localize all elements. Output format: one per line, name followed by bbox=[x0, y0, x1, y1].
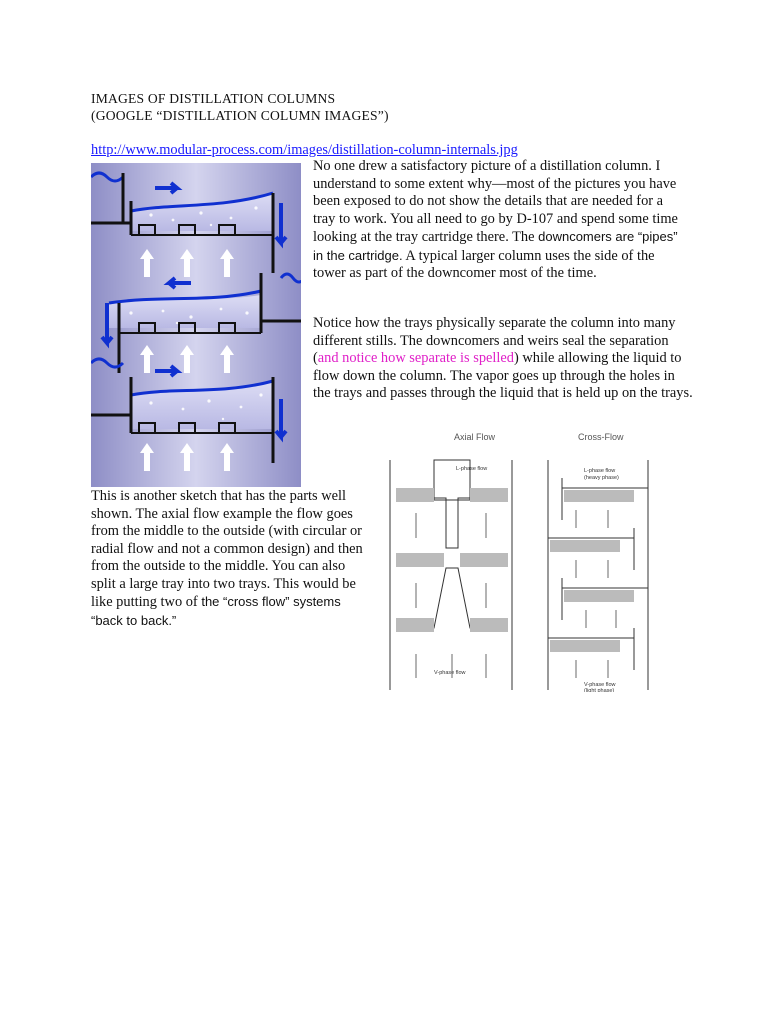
cross-flow-title: Cross-Flow bbox=[578, 432, 624, 442]
cross-top-label-1: L-phase flow bbox=[584, 468, 616, 474]
paragraph-2-text-c: ) while allowing the liquid to flow down the column. The vapor goes up through the holes in the trays and passes through the liquid that is held up on the trays. bbox=[313, 350, 693, 401]
paragraph-tray-cartridge bbox=[313, 158, 683, 283]
paragraph-2-highlight: and notice how separate is spelled bbox=[317, 350, 515, 366]
paragraph-axial-flow bbox=[91, 488, 366, 630]
paragraph-1-text-c: A typical larger column uses the side of the tower as part of the downcomer most of the time. bbox=[313, 247, 655, 281]
source-link[interactable]: http://www.modular-process.com/images/distillation-column-internals.jpg bbox=[91, 142, 518, 158]
axial-cross-flow-diagram bbox=[386, 428, 656, 692]
axial-flow-title: Axial Flow bbox=[454, 432, 496, 442]
paragraph-3-text-a: This is another sketch that has the parts well shown. The axial flow example the flow goes from the middle to the outside (with circular or radial flow and not a common design) and then from the outside to the middle. You can also split a large tray into two trays. This would be like putting two of bbox=[91, 488, 363, 610]
axial-bottom-label: V-phase flow bbox=[434, 670, 466, 676]
page-title-line1: IMAGES OF DISTILLATION COLUMNS bbox=[91, 91, 336, 106]
axial-top-label: L-phase flow bbox=[456, 466, 488, 472]
paragraph-tray-separation bbox=[313, 315, 693, 403]
paragraph-1-text-a: No one drew a satisfactory picture of a distillation column. I understand to some extent why—most of the pictures you have been exposed to do not show the details that are needed for a tray to work. You all need to go by D-107 and spend some time looking at the tray cartridge there. The bbox=[313, 158, 678, 245]
paragraph-2-text-a: Notice how the trays physically separate the column into many different stills. The downcomers and weirs seal the separation ( bbox=[313, 315, 676, 366]
cross-bottom-label-1: V-phase flow bbox=[584, 682, 616, 688]
cross-top-label-2: (heavy phase) bbox=[584, 475, 619, 481]
page-title-line2: (GOOGLE “DISTILLATION COLUMN IMAGES”) bbox=[91, 108, 389, 123]
paragraph-1-text-b: downcomers are “pipes” in the cartridge. bbox=[313, 229, 678, 263]
cross-bottom-label-2: (light phase) bbox=[584, 688, 615, 692]
distillation-column-diagram bbox=[91, 163, 301, 487]
paragraph-3-text-b: the “cross flow” systems “back to back.” bbox=[91, 594, 341, 628]
